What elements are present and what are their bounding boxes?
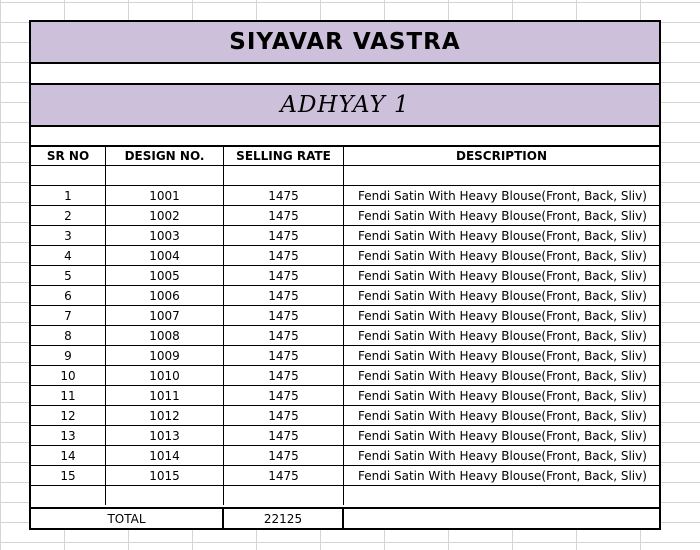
design-no-cell: 1008 <box>106 326 224 345</box>
description-cell: Fendi Satin With Heavy Blouse(Front, Back, Sliv) <box>358 248 647 263</box>
table-row <box>31 405 659 425</box>
table-row <box>31 385 659 405</box>
empty-cell <box>106 486 224 505</box>
description-cell: Fendi Satin With Heavy Blouse(Front, Back, Sliv) <box>358 188 647 203</box>
empty-cell <box>31 166 106 185</box>
sr-no-cell: 4 <box>31 246 106 265</box>
description-cell: Fendi Satin With Heavy Blouse(Front, Back, Sliv) <box>358 208 647 223</box>
blank-row <box>31 125 659 145</box>
design-no-cell: 1011 <box>106 386 224 405</box>
design-no-cell: 1003 <box>106 226 224 245</box>
price-table <box>31 145 659 505</box>
selling-rate-cell: 1475 <box>224 326 344 345</box>
sr-no-cell: 2 <box>31 206 106 225</box>
subtitle-band <box>31 83 659 125</box>
empty-cell <box>344 509 659 528</box>
table-row <box>31 365 659 385</box>
empty-cell <box>224 166 344 185</box>
sr-no-cell: 7 <box>31 306 106 325</box>
spacer-row <box>31 485 659 505</box>
selling-rate-cell: 1475 <box>224 426 344 445</box>
selling-rate-cell: 1475 <box>224 246 344 265</box>
table-row <box>31 425 659 445</box>
sr-no-cell: 12 <box>31 406 106 425</box>
description-cell: Fendi Satin With Heavy Blouse(Front, Back, Sliv) <box>358 308 647 323</box>
price-list-sheet <box>29 20 661 530</box>
design-no-cell: 1001 <box>106 186 224 205</box>
empty-cell <box>224 486 344 505</box>
description-cell: Fendi Satin With Heavy Blouse(Front, Back, Sliv) <box>358 328 647 343</box>
description-cell: Fendi Satin With Heavy Blouse(Front, Back, Sliv) <box>358 428 647 443</box>
description-cell: Fendi Satin With Heavy Blouse(Front, Back, Sliv) <box>358 368 647 383</box>
sr-no-cell: 13 <box>31 426 106 445</box>
description-cell: Fendi Satin With Heavy Blouse(Front, Back, Sliv) <box>358 448 647 463</box>
design-no-cell: 1004 <box>106 246 224 265</box>
table-body <box>31 185 659 485</box>
selling-rate-cell: 1475 <box>224 206 344 225</box>
selling-rate-cell: 1475 <box>224 386 344 405</box>
design-no-cell: 1013 <box>106 426 224 445</box>
selling-rate-cell: 1475 <box>224 286 344 305</box>
empty-cell <box>344 166 659 185</box>
selling-rate-cell: 1475 <box>224 346 344 365</box>
table-row <box>31 225 659 245</box>
description-cell: Fendi Satin With Heavy Blouse(Front, Back, Sliv) <box>358 348 647 363</box>
header-design-no: DESIGN NO. <box>106 147 224 165</box>
design-no-cell: 1007 <box>106 306 224 325</box>
empty-cell <box>31 486 106 505</box>
selling-rate-cell: 1475 <box>224 186 344 205</box>
table-row <box>31 325 659 345</box>
header-selling-rate: SELLING RATE <box>224 147 344 165</box>
table-header-row <box>31 145 659 165</box>
selling-rate-cell: 1475 <box>224 406 344 425</box>
design-no-cell: 1012 <box>106 406 224 425</box>
header-sr-no: SR NO <box>31 147 106 165</box>
catalog-name: ADHYAY 1 <box>280 92 410 118</box>
selling-rate-cell: 1475 <box>224 226 344 245</box>
description-cell: Fendi Satin With Heavy Blouse(Front, Back, Sliv) <box>358 468 647 483</box>
selling-rate-cell: 1475 <box>224 266 344 285</box>
table-row <box>31 265 659 285</box>
title-band <box>31 20 659 62</box>
description-cell: Fendi Satin With Heavy Blouse(Front, Back, Sliv) <box>358 388 647 403</box>
table-row <box>31 465 659 485</box>
description-cell: Fendi Satin With Heavy Blouse(Front, Back, Sliv) <box>358 268 647 283</box>
design-no-cell: 1002 <box>106 206 224 225</box>
table-row <box>31 245 659 265</box>
selling-rate-cell: 1475 <box>224 466 344 485</box>
design-no-cell: 1010 <box>106 366 224 385</box>
empty-cell <box>344 486 659 505</box>
table-row <box>31 345 659 365</box>
selling-rate-cell: 1475 <box>224 366 344 385</box>
table-row <box>31 205 659 225</box>
table-row <box>31 445 659 465</box>
total-label: TOTAL <box>31 509 224 528</box>
sr-no-cell: 3 <box>31 226 106 245</box>
sr-no-cell: 9 <box>31 346 106 365</box>
spacer-row <box>31 165 659 185</box>
table-row <box>31 285 659 305</box>
total-row <box>31 507 659 528</box>
empty-cell <box>106 166 224 185</box>
sr-no-cell: 15 <box>31 466 106 485</box>
sr-no-cell: 1 <box>31 186 106 205</box>
description-cell: Fendi Satin With Heavy Blouse(Front, Back, Sliv) <box>358 288 647 303</box>
sr-no-cell: 6 <box>31 286 106 305</box>
page-title: SIYAVAR VASTRA <box>229 29 461 55</box>
table-row <box>31 305 659 325</box>
selling-rate-cell: 1475 <box>224 306 344 325</box>
table-row <box>31 185 659 205</box>
sr-no-cell: 10 <box>31 366 106 385</box>
design-no-cell: 1005 <box>106 266 224 285</box>
design-no-cell: 1009 <box>106 346 224 365</box>
design-no-cell: 1006 <box>106 286 224 305</box>
sr-no-cell: 8 <box>31 326 106 345</box>
total-value: 22125 <box>224 509 344 528</box>
blank-row <box>31 62 659 83</box>
design-no-cell: 1014 <box>106 446 224 465</box>
header-description: DESCRIPTION <box>455 149 547 163</box>
sr-no-cell: 14 <box>31 446 106 465</box>
description-cell: Fendi Satin With Heavy Blouse(Front, Back, Sliv) <box>358 408 647 423</box>
selling-rate-cell: 1475 <box>224 446 344 465</box>
sr-no-cell: 5 <box>31 266 106 285</box>
sr-no-cell: 11 <box>31 386 106 405</box>
design-no-cell: 1015 <box>106 466 224 485</box>
description-cell: Fendi Satin With Heavy Blouse(Front, Back, Sliv) <box>358 228 647 243</box>
